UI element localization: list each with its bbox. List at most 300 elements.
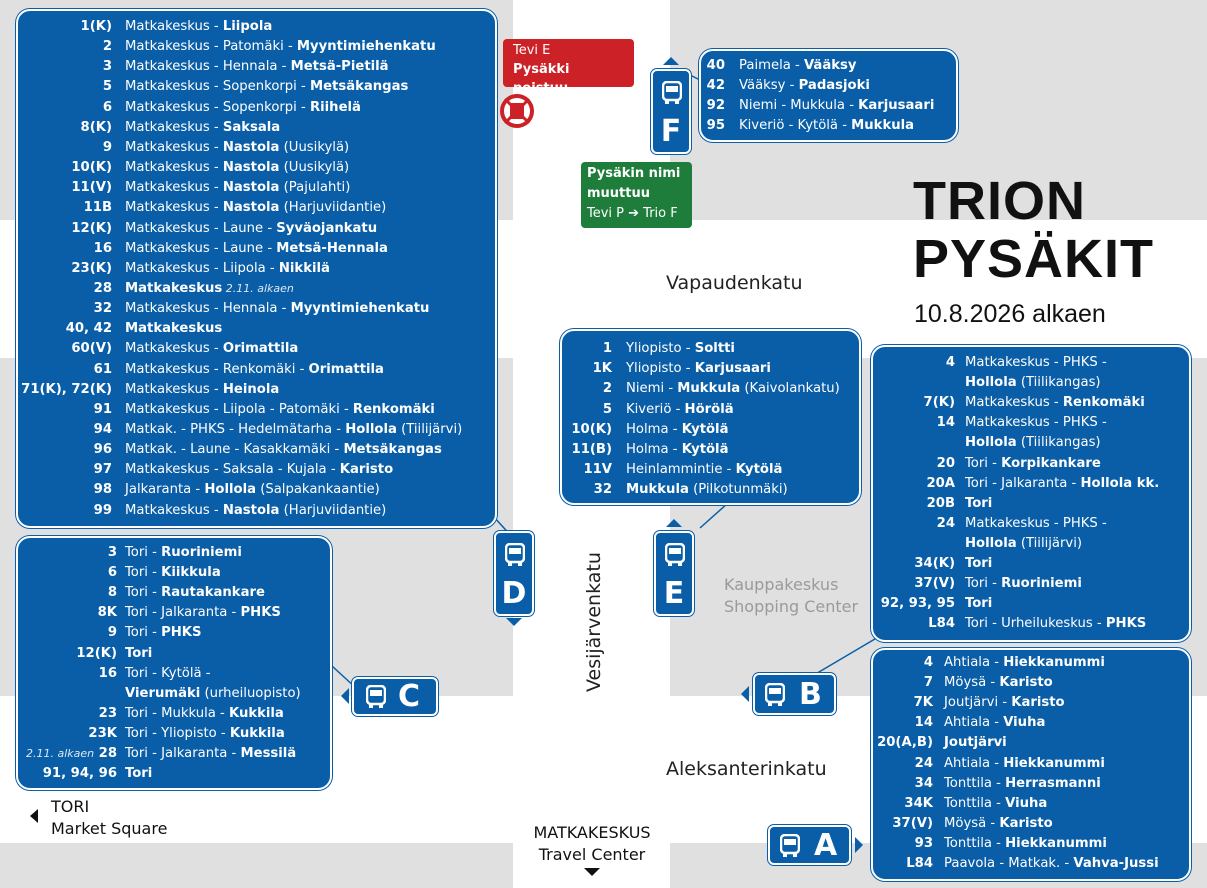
renamed-notice-line2: muuttuu — [587, 186, 650, 201]
route-description: Matkakeskus - Hennala - Myyntimiehenkatu — [125, 301, 430, 317]
route-description: Kiveriö - Hörölä — [626, 401, 734, 417]
route-row — [18, 400, 495, 420]
route-number: 5 — [102, 79, 112, 95]
route-description: Hollola (Tiilikangas) — [965, 435, 1101, 451]
route-row — [873, 834, 1189, 854]
route-destination: Metsäkangas — [343, 442, 442, 458]
route-number: 97 — [93, 462, 112, 478]
route-destination: Kukkila — [229, 725, 285, 741]
route-number: 8 — [107, 585, 117, 601]
route-number: 40, 42 — [65, 321, 112, 337]
route-description: Joutjärvi - Karisto — [944, 695, 1065, 711]
route-number: 23K — [88, 725, 117, 741]
stop-f-arrow-up-icon — [663, 57, 679, 65]
route-description: Matkakeskus - Liipola — [125, 19, 273, 34]
stop-letter-b: B — [799, 677, 822, 712]
route-row — [873, 854, 1189, 874]
route-row — [18, 480, 495, 500]
route-destination: Hiekkanummi — [1005, 835, 1107, 851]
route-row — [18, 704, 330, 724]
route-description: Matkakeskus - Saksala - Kujala - Karisto — [125, 462, 394, 478]
route-destination: Nastola — [222, 200, 280, 216]
route-destination: Hollola kk. — [1080, 475, 1160, 491]
route-description: Matkakeskus - PHKS - — [965, 415, 1107, 431]
route-row — [562, 359, 859, 379]
route-number: 14 — [936, 415, 955, 431]
route-destination: Ruoriniemi — [1001, 576, 1082, 592]
route-row — [873, 534, 1189, 554]
route-number: 95 — [706, 118, 725, 133]
route-row — [18, 37, 495, 57]
route-destination: Tori — [965, 495, 993, 511]
route-destination: Hiekkanummi — [1003, 755, 1105, 771]
route-destination: Saksala — [222, 119, 281, 135]
bus-icon — [505, 543, 525, 571]
route-destination: Korpikankare — [1001, 455, 1101, 471]
route-row — [18, 563, 330, 583]
route-row — [562, 460, 859, 480]
route-description: Matkakeskus - Heinola — [125, 381, 280, 397]
route-number: 10(K) — [571, 421, 612, 437]
route-row — [873, 614, 1189, 634]
route-description: Tori - Korpikankare — [965, 455, 1101, 471]
route-description: Matkakeskus - Patomäki - Myyntimiehenkatu — [125, 39, 436, 55]
route-destination: Vääksy — [803, 58, 857, 73]
route-destination: Liipola — [222, 19, 273, 34]
route-description: Tori - Kiikkula — [125, 565, 221, 581]
route-destination: Orimattila — [308, 361, 384, 377]
route-row — [18, 319, 495, 339]
route-row — [701, 76, 956, 96]
route-number: 34K — [904, 795, 933, 811]
route-description: Matkakeskus - Nastola (Harjuviidantie) — [125, 502, 387, 518]
removed-stop-notice — [503, 39, 634, 96]
route-description: Tori - Rautakankare — [125, 585, 265, 601]
route-destination: Renkomäki — [352, 401, 435, 417]
route-number: 93 — [914, 835, 933, 851]
route-destination: Mukkula — [851, 118, 915, 133]
route-description: Ahtiala - Hiekkanummi — [944, 755, 1105, 771]
bus-icon — [765, 683, 785, 711]
route-description: Tonttila - Viuha — [944, 795, 1048, 811]
route-description: Vierumäki (urheiluopisto) — [125, 685, 301, 701]
route-row — [701, 96, 956, 116]
stop-d-arrow-down-icon — [506, 618, 522, 626]
route-description: Matkakeskus - Liipola - Patomäki - Renkomäki — [125, 401, 435, 417]
route-row — [562, 339, 859, 359]
stop-sign-d[interactable] — [494, 531, 534, 616]
route-number: 16 — [98, 665, 117, 681]
route-number: 6 — [102, 99, 112, 115]
route-destination: Hollola — [965, 375, 1017, 391]
route-number: 61 — [93, 361, 112, 377]
street-aleksanterinkatu: Aleksanterinkatu — [666, 758, 827, 780]
route-description: Tori - Ruoriniemi — [965, 576, 1082, 592]
route-number: 11(V) — [71, 180, 112, 196]
route-destination: Soltti — [694, 341, 735, 356]
title-line1: TRION — [913, 171, 1086, 231]
route-description — [965, 494, 992, 514]
stop-sign-f[interactable] — [651, 69, 691, 154]
route-number: 24 — [914, 755, 933, 771]
travel-center-label — [520, 822, 664, 866]
route-destination: Mukkula — [677, 381, 741, 397]
route-number: 1 — [602, 341, 612, 356]
route-destination: Viuha — [1005, 795, 1048, 811]
route-number: 20(A,B) — [877, 735, 933, 751]
route-description: Jalkaranta - Hollola (Salpakankaantie) — [125, 482, 380, 498]
route-number: 91, 94, 96 — [42, 766, 117, 782]
route-row — [562, 480, 859, 500]
route-description: Tori - Jalkaranta - PHKS — [125, 605, 281, 621]
route-destination: Viuha — [1003, 715, 1046, 731]
stop-c-arrow-left-icon — [341, 688, 349, 704]
route-description: Matkakeskus - Renkomäki - Orimattila — [125, 361, 384, 377]
route-number: 8(K) — [80, 119, 112, 135]
route-row — [18, 339, 495, 359]
route-description: Heinlammintie - Kytölä — [626, 462, 783, 478]
route-row — [562, 440, 859, 460]
route-description — [125, 764, 152, 784]
route-row — [18, 17, 495, 37]
route-description: Paimela - Vääksy — [739, 58, 857, 73]
route-number: 8K — [97, 605, 117, 621]
route-number: 28 — [98, 746, 117, 761]
route-row — [18, 98, 495, 118]
route-destination: Karisto — [339, 462, 394, 478]
renamed-notice-line1: Pysäkin nimi — [587, 166, 681, 181]
route-number: 24 — [936, 515, 955, 531]
route-destination: Messilä — [240, 746, 297, 761]
route-description — [965, 594, 992, 614]
route-description: Hollola (Tiilijärvi) — [965, 535, 1083, 551]
route-number: 10(K) — [71, 160, 112, 176]
route-destination: Kiikkula — [161, 565, 221, 581]
route-number: 42 — [706, 78, 725, 93]
route-number: 2 — [602, 381, 612, 397]
route-row — [873, 393, 1189, 413]
route-description: Hollola (Tiilikangas) — [965, 375, 1101, 391]
route-destination: Matkakeskus — [125, 321, 223, 337]
route-destination: Metsäkangas — [309, 79, 409, 95]
route-description: Holma - Kytölä — [626, 442, 729, 457]
route-row — [873, 794, 1189, 814]
page-title — [913, 172, 1154, 288]
route-destination: Hiekkanummi — [1003, 655, 1105, 670]
travel-arrow-down-icon — [584, 868, 600, 876]
route-destination: Heinola — [222, 381, 280, 397]
route-description: Tori - Jalkaranta - Hollola kk. — [965, 475, 1160, 491]
route-destination: PHKS — [240, 605, 281, 621]
route-description: Matkakeskus - PHKS - — [965, 515, 1107, 531]
route-destination: Herrasmanni — [1005, 775, 1101, 791]
route-row — [873, 774, 1189, 794]
route-description: Tori - Kytölä - — [125, 665, 211, 681]
route-destination: Padasjoki — [798, 78, 870, 93]
route-description: Matkakeskus - Nastola (Uusikylä) — [125, 139, 350, 155]
route-description: Vääksy - Padasjoki — [739, 78, 870, 93]
route-description: Matkakeskus - Orimattila — [125, 341, 299, 357]
route-number: 20A — [926, 475, 955, 491]
route-destination: Rautakankare — [161, 585, 265, 601]
route-destination: Kytölä — [681, 442, 729, 457]
route-row — [873, 713, 1189, 733]
street-vapaudenkatu: Vapaudenkatu — [666, 272, 803, 294]
route-destination: Hollola — [345, 422, 397, 437]
route-destination: Karjusaari — [858, 98, 935, 113]
route-row — [873, 574, 1189, 594]
route-destination: Riihelä — [309, 99, 361, 115]
route-row — [18, 460, 495, 480]
bus-icon — [665, 543, 685, 571]
route-description — [125, 319, 222, 339]
route-destination: Mukkula — [626, 482, 689, 498]
route-row — [18, 440, 495, 460]
route-destination: Nastola — [222, 160, 280, 176]
route-number: 1(K) — [80, 19, 112, 34]
route-destination: Renkomäki — [1062, 395, 1145, 411]
tori-label — [51, 796, 167, 840]
renamed-stop-notice — [581, 162, 692, 228]
renamed-notice-line3: Tevi P ➔ Trio F — [587, 206, 678, 221]
route-number: 37(V) — [914, 576, 955, 592]
route-date-note: 2.11. alkaen — [222, 281, 294, 295]
route-description — [125, 644, 152, 664]
route-number: 11(B) — [571, 442, 612, 457]
route-row — [18, 57, 495, 77]
route-row — [18, 501, 495, 521]
route-row — [18, 764, 330, 784]
route-row — [18, 279, 495, 299]
route-number: L84 — [928, 616, 955, 632]
route-row — [18, 644, 330, 664]
route-number: 11V — [583, 462, 612, 478]
route-description: Tori - Jalkaranta - Messilä — [125, 746, 297, 761]
route-description — [944, 733, 1007, 753]
bus-icon — [662, 81, 682, 109]
route-row — [18, 603, 330, 623]
route-number: 96 — [93, 442, 112, 458]
route-row — [18, 623, 330, 643]
route-row — [873, 693, 1189, 713]
route-number: 99 — [93, 502, 112, 518]
route-number: L84 — [906, 856, 933, 871]
route-row — [18, 420, 495, 440]
route-description: Tori - Yliopisto - Kukkila — [125, 725, 285, 741]
route-description: Matkakeskus - Nastola (Harjuviidantie) — [125, 200, 387, 216]
route-row — [18, 118, 495, 138]
route-destination: Joutjärvi — [944, 735, 1007, 751]
route-description: Paavola - Matkak. - Vahva-Jussi — [944, 856, 1159, 871]
route-description: Matkakeskus - Hennala - Metsä-Pietilä — [125, 59, 389, 75]
route-description: Tori - Urheilukeskus - PHKS — [965, 616, 1147, 632]
route-number: 14 — [914, 715, 933, 731]
route-destination: Karisto — [999, 815, 1053, 831]
route-number: 91 — [93, 401, 112, 417]
route-number: 3 — [102, 59, 112, 75]
route-row — [873, 514, 1189, 534]
route-number: 20 — [936, 455, 955, 471]
route-number: 92 — [706, 98, 725, 113]
stop-sign-c[interactable] — [352, 677, 438, 716]
route-description: Matkakeskus - Liipola - Nikkilä — [125, 260, 330, 276]
route-description: Matkakeskus - Sopenkorpi - Riihelä — [125, 99, 361, 115]
route-description: Mukkula (Pilkotunmäki) — [626, 482, 788, 498]
stop-sign-e[interactable] — [654, 531, 694, 616]
route-description: Matkakeskus - PHKS - — [965, 355, 1107, 370]
route-description: Kiveriö - Kytölä - Mukkula — [739, 118, 915, 133]
route-number: 6 — [107, 565, 117, 581]
route-destination: Hörölä — [684, 401, 734, 417]
stop-sign-a[interactable] — [768, 825, 851, 865]
travel-center-fi: MATKAKESKUS — [533, 823, 651, 842]
route-description: Matkak. - Laune - Kasakkamäki - Metsäkangas — [125, 442, 442, 458]
route-number: 71(K), 72(K) — [21, 381, 112, 397]
route-destination: Vierumäki — [125, 685, 201, 701]
mall-name-fi: Kauppakeskus — [724, 575, 839, 594]
route-row — [873, 733, 1189, 753]
route-description: Matkak. - PHKS - Hedelmätarha - Hollola (Tiilijärvi) — [125, 422, 463, 437]
mall-label — [724, 574, 858, 618]
stop-b-arrow-left-icon — [741, 686, 749, 702]
route-number: 60(V) — [71, 341, 112, 357]
route-row — [18, 299, 495, 319]
route-number: 12(K) — [76, 645, 117, 661]
stop-letter-e: E — [663, 576, 685, 611]
panel-stop-e — [560, 329, 861, 505]
stop-letter-a: A — [814, 828, 838, 863]
route-number: 9 — [107, 625, 117, 641]
route-number: 7 — [923, 675, 933, 691]
route-description: Holma - Kytölä — [626, 421, 729, 437]
route-row — [18, 664, 330, 684]
route-description: Matkakeskus - Sopenkorpi - Metsäkangas — [125, 79, 409, 95]
route-row — [873, 554, 1189, 574]
route-row — [873, 673, 1189, 693]
bus-icon — [780, 834, 800, 862]
tori-arrow-left-icon — [30, 809, 38, 823]
route-destination: Nastola — [222, 502, 280, 518]
route-row — [18, 239, 495, 259]
route-destination: Tori — [125, 766, 153, 782]
route-destination: Vahva-Jussi — [1073, 856, 1159, 871]
route-description — [125, 279, 294, 299]
route-number: 4 — [923, 655, 933, 670]
panel-stop-f — [699, 49, 958, 142]
route-destination: Syväojankatu — [276, 220, 378, 236]
route-description: Matkakeskus - Laune - Syväojankatu — [125, 220, 378, 236]
route-row — [18, 158, 495, 178]
route-description: Yliopisto - Karjusaari — [626, 361, 771, 377]
route-description: Matkakeskus - Saksala — [125, 119, 281, 135]
route-destination: Nikkilä — [278, 260, 330, 276]
route-number: 32 — [93, 301, 112, 317]
removed-notice-line1: Tevi E — [513, 43, 551, 58]
route-number: 34 — [914, 775, 933, 791]
stop-e-arrow-up-icon — [666, 519, 682, 527]
route-row — [562, 420, 859, 440]
route-number: 34(K) — [914, 556, 955, 571]
route-row — [701, 56, 956, 76]
route-row — [873, 594, 1189, 614]
route-destination: Karjusaari — [694, 361, 771, 377]
route-row — [873, 373, 1189, 393]
stop-sign-b[interactable] — [753, 673, 836, 715]
route-number: 12(K) — [71, 220, 112, 236]
route-row — [873, 474, 1189, 494]
route-row — [873, 754, 1189, 774]
stop-letter-c: C — [398, 679, 421, 714]
route-description: Ahtiala - Hiekkanummi — [944, 655, 1105, 670]
route-row — [18, 380, 495, 400]
route-description: Matkakeskus - Laune - Metsä-Hennala — [125, 240, 388, 256]
route-destination: Myyntimiehenkatu — [296, 39, 436, 55]
route-destination: Tori — [965, 556, 993, 571]
route-destination: Metsä-Pietilä — [290, 59, 389, 75]
route-date-note: 2.11. alkaen — [26, 747, 95, 760]
route-description: Yliopisto - Soltti — [626, 341, 735, 356]
route-row — [18, 684, 330, 704]
route-description — [965, 554, 992, 574]
title-line2: PYSÄKIT — [913, 229, 1155, 289]
route-destination: Kukkila — [228, 705, 284, 721]
route-row — [562, 379, 859, 399]
route-row — [873, 413, 1189, 433]
route-row — [701, 116, 956, 136]
route-destination: Karisto — [999, 675, 1053, 691]
route-number: 5 — [602, 401, 612, 417]
route-destination: Metsä-Hennala — [276, 240, 388, 256]
panel-stop-a — [871, 648, 1191, 881]
removed-notice-line2: Pysäkki poistuu — [513, 62, 570, 96]
route-destination: Orimattila — [222, 341, 299, 357]
route-row — [873, 454, 1189, 474]
route-row — [873, 653, 1189, 673]
route-number: 92, 93, 95 — [880, 596, 955, 612]
route-destination: Kytölä — [735, 462, 783, 478]
route-row — [18, 543, 330, 563]
route-description: Tori - Ruoriniemi — [125, 545, 242, 560]
street-vesijarvenkatu: Vesijärvenkatu — [583, 552, 605, 692]
panel-stop-c — [16, 536, 332, 790]
mall-name-en: Shopping Center — [724, 597, 859, 616]
bus-icon — [366, 685, 386, 713]
route-number: 98 — [93, 482, 112, 498]
travel-center-en: Travel Center — [538, 845, 646, 864]
route-row — [18, 724, 330, 744]
route-description: Möysä - Karisto — [944, 815, 1053, 831]
route-destination: Tori — [965, 596, 993, 612]
route-number: 16 — [93, 240, 112, 256]
route-number: 20B — [926, 495, 955, 511]
route-destination: PHKS — [161, 625, 202, 641]
route-row — [18, 360, 495, 380]
panel-stop-d — [16, 9, 497, 528]
stop-letter-f: F — [660, 114, 682, 149]
route-description: Ahtiala - Viuha — [944, 715, 1046, 731]
route-number: 4 — [945, 355, 955, 370]
route-destination: Nastola — [222, 180, 280, 196]
route-row — [873, 353, 1189, 373]
route-number: 23(K) — [71, 260, 112, 276]
route-destination: Hollola — [965, 435, 1017, 451]
route-row — [18, 198, 495, 218]
route-destination: Tori — [125, 645, 153, 661]
route-description: Möysä - Karisto — [944, 675, 1053, 691]
route-number: 2 — [102, 39, 112, 55]
route-description: Tonttila - Hiekkanummi — [944, 835, 1107, 851]
route-row — [18, 583, 330, 603]
